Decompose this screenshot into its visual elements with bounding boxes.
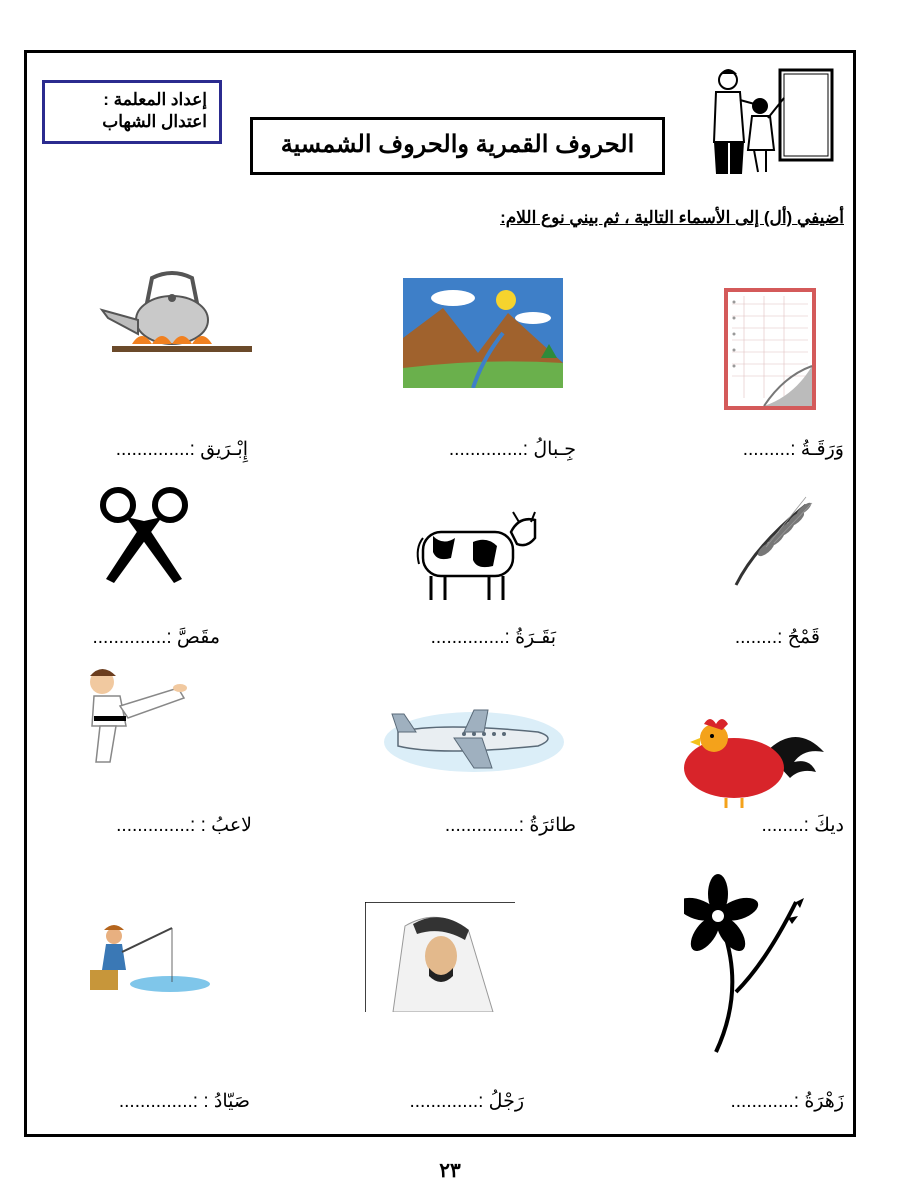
item-label: مقَصَّ :.............. [92,627,220,648]
worksheet-title: الحروف القمرية والحروف الشمسية [250,117,665,175]
kettle-icon [92,268,252,356]
wheat-icon [726,487,816,587]
paper-sheet-icon [724,288,816,410]
item-label: وَرَقَـةُ :......... [742,439,844,460]
item-label: رَجْلُ :............. [409,1091,524,1112]
author-box [42,80,222,144]
item-label: بَقَـرَةُ :.............. [430,627,556,648]
item-label: لاعبُ : :.............. [116,815,252,836]
airplane-icon [384,702,564,774]
flower-icon [684,872,810,1056]
scissors-icon [98,485,190,587]
karate-player-icon [80,666,188,766]
item-label: صَيّادُ : :.............. [118,1091,250,1112]
fisherman-icon [80,922,212,994]
rooster-icon [676,712,830,810]
item-label: ديكَ :........ [761,815,844,836]
item-label: قَمْحُ :........ [734,627,820,648]
author-line-1: إعداد المعلمة : [103,90,207,109]
cow-icon [413,502,543,604]
item-label: زَهْرَةُ :............ [730,1091,844,1112]
item-label: إِبْـرَيق :.............. [115,439,248,460]
instruction-text: أضيفي (أل) إلى الأسماء التالية ، ثم بيني نوع اللام: [500,208,844,227]
item-label: طائرَةُ :.............. [444,815,576,836]
man-icon [365,902,515,1012]
page-number: ٢٣ [439,1160,461,1182]
author-line-2: اعتدال الشهاب [102,112,207,131]
teacher-board-icon [700,60,840,178]
item-label: جِـبالُ :.............. [448,439,576,460]
mountains-icon [403,278,563,388]
